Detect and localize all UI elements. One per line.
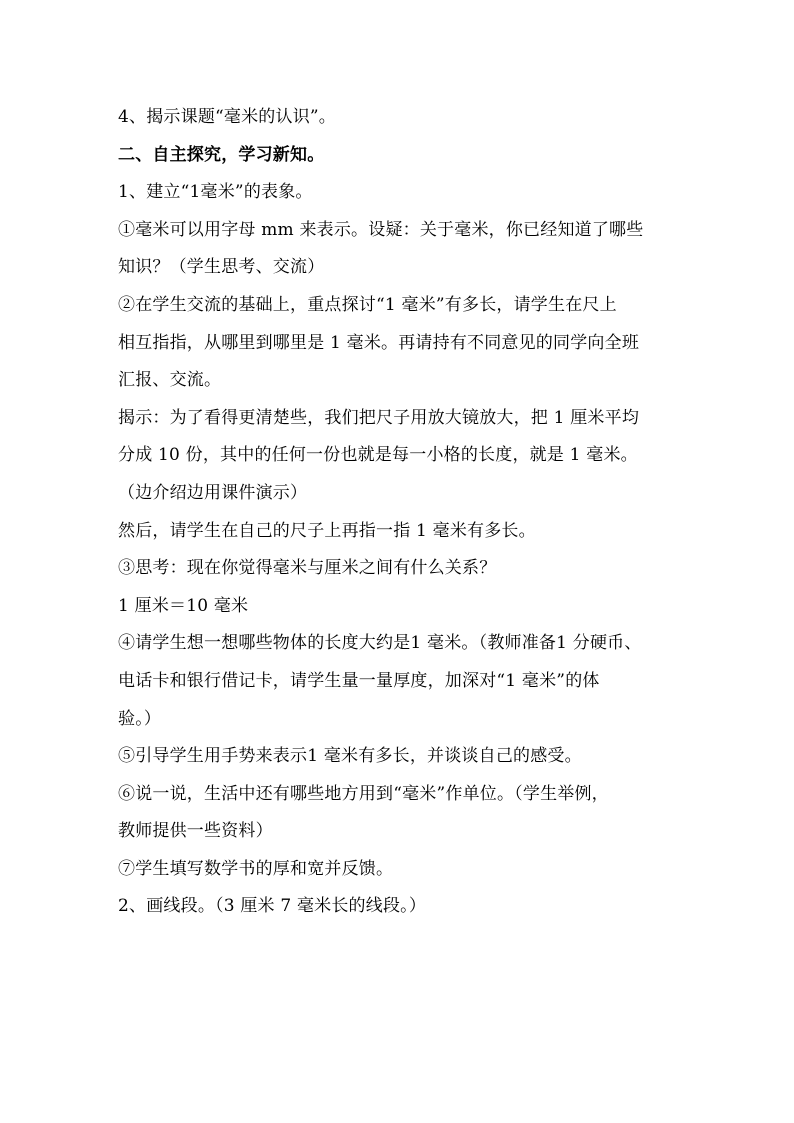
paragraph-line: 相互指指，从哪里到哪里是 1 毫米。再请持有不同意见的同学向全班 [118,332,640,353]
paragraph-line: 分成 10 份，其中的任何一份也就是每一小格的长度，就是 1 毫米。 [118,445,638,466]
paragraph-line: 汇报、交流。 [118,370,222,391]
paragraph-reveal-topic: 4、揭示课题“毫米的认识”。 [118,107,336,127]
document-body [118,99,684,926]
paragraph-line: ③思考：现在你觉得毫米与厘米之间有什么关系？ [118,558,497,579]
subsection-heading: 1、建立“1毫米”的表象。 [118,182,313,203]
section-heading: 二、自主探究，学习新知。 [118,144,325,165]
subsection-heading: 2、画线段。（3 厘米 7 毫米长的线段。） [118,896,427,917]
paragraph-line: 验。） [118,708,162,729]
paragraph-line: 知识？（学生思考、交流） [118,257,325,278]
paragraph-line: ⑦学生填写数学书的厚和宽并反馈。 [118,858,394,879]
paragraph-line: 然后，请学生在自己的尺子上再指一指 1 毫米有多长。 [118,520,536,541]
paragraph-line: 揭示：为了看得更清楚些，我们把尺子用放大镜放大，把 1 厘米平均 [118,407,640,428]
paragraph-line: （边介绍边用课件演示） [118,482,308,503]
paragraph-line: ①毫米可以用字母 mm 来表示。设疑：关于毫米，你已经知道了哪些 [118,219,644,240]
paragraph-line: 教师提供一些资料） [118,821,273,842]
paragraph-line: ②在学生交流的基础上，重点探讨“1 毫米”有多长，请学生在尺上 [118,294,617,315]
paragraph-line: 电话卡和银行借记卡，请学生量一量厚度，加深对“1 毫米”的体 [118,670,600,691]
paragraph-line: ⑥说一说，生活中还有哪些地方用到“毫米”作单位。（学生举例， [118,783,609,804]
paragraph-line: ④请学生想一想哪些物体的长度大约是1 毫米。（教师准备1 分硬币、 [118,633,642,654]
paragraph-line: ⑤引导学生用手势来表示1 毫米有多长，并谈谈自己的感受。 [118,746,582,767]
equation-line: 1 厘米＝10 毫米 [118,595,249,616]
